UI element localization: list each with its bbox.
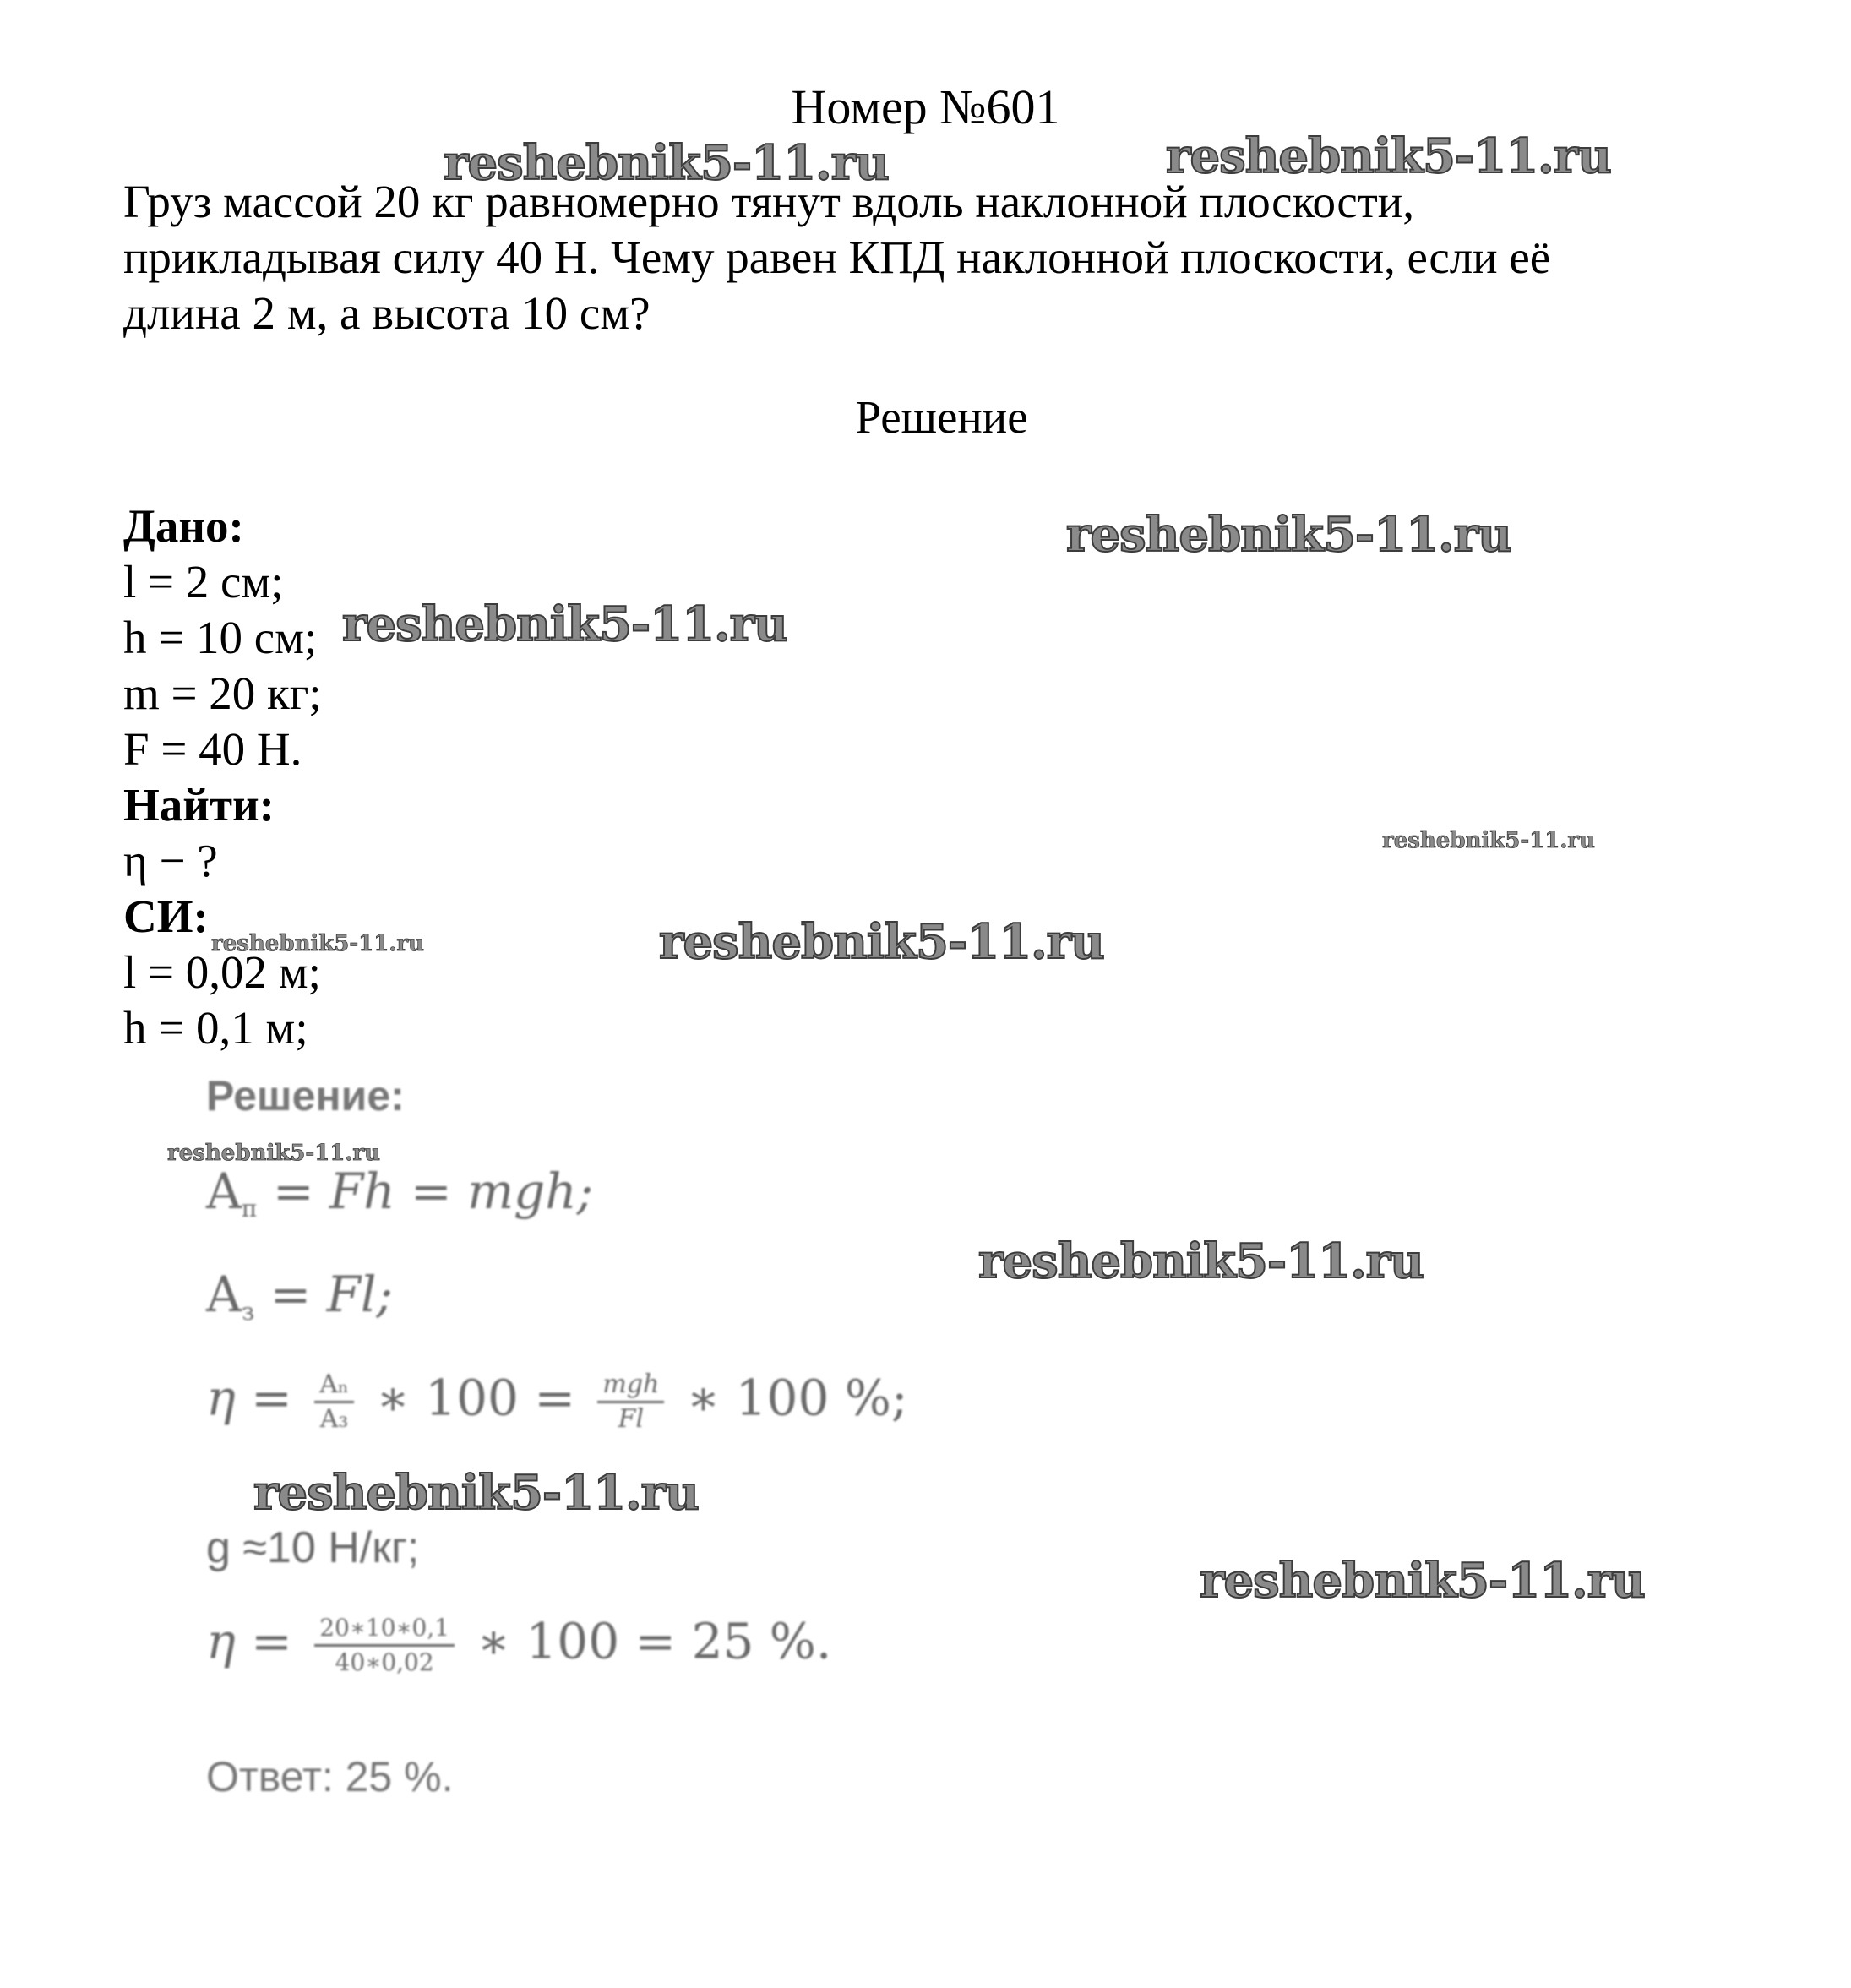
formula-body: = Fh = mgh; (257, 1163, 594, 1220)
formula-efficiency (206, 1369, 907, 1435)
watermark: reshebnik5-11.ru (211, 931, 425, 956)
answer-line: Ответ: 25 %. (206, 1753, 454, 1800)
find-heading: Найти: (123, 779, 275, 831)
formula-total-work (206, 1266, 393, 1326)
solution-heading: Решение (855, 391, 1028, 443)
watermark: reshebnik5-11.ru (444, 135, 889, 191)
formula-subscript: п (241, 1195, 258, 1223)
formula-rhs: ∗ 100 = 25 %. (476, 1612, 832, 1670)
fraction-work (314, 1369, 354, 1435)
page-title: Номер №601 (791, 79, 1060, 134)
fraction-denominator: Fl (618, 1404, 645, 1434)
problem-line: прикладывая силу 40 Н. Чему равен КПД наклонной плоскости, если её (123, 231, 1551, 283)
si-heading: СИ: (123, 891, 209, 942)
given-heading: Дано: (123, 500, 244, 552)
formula-lhs: η = (206, 1612, 292, 1670)
problem-statement (123, 174, 1745, 341)
watermark: reshebnik5-11.ru (1066, 507, 1511, 563)
formula-symbol: A (206, 1163, 242, 1220)
watermark: reshebnik5-11.ru (659, 914, 1104, 970)
watermark: reshebnik5-11.ru (167, 1141, 381, 1166)
si-item: l = 0,02 м; (123, 946, 321, 998)
solution-title: Решение: (206, 1072, 405, 1119)
watermark: reshebnik5-11.ru (1382, 828, 1596, 853)
fraction-numerator: mgh (597, 1369, 664, 1403)
problem-line: Груз массой 20 кг равномерно тянут вдоль наклонной плоскости, (123, 176, 1414, 227)
watermark: reshebnik5-11.ru (253, 1465, 699, 1521)
fraction-quantities (597, 1369, 664, 1435)
given-item: l = 2 см; (123, 556, 284, 607)
fraction-numerator: 20∗10∗0,1 (314, 1612, 455, 1647)
formula-calculation (206, 1612, 831, 1679)
problem-line: длина 2 м, а высота 10 см? (123, 287, 651, 339)
formula-symbol: A (206, 1266, 242, 1323)
find-item: η − ? (123, 835, 218, 886)
formula-middle: ∗ 100 = (376, 1369, 575, 1427)
formula-useful-work (206, 1163, 593, 1223)
formula-body: = Fl; (254, 1266, 393, 1323)
solution-image (203, 1071, 963, 1815)
fraction-denominator: A₃ (319, 1404, 349, 1434)
fraction-denominator: 40∗0,02 (335, 1648, 434, 1676)
formula-rhs: ∗ 100 %; (686, 1369, 908, 1427)
watermark: reshebnik5-11.ru (342, 596, 787, 652)
formula-lhs: η = (206, 1369, 292, 1427)
fraction-calculation (314, 1612, 455, 1679)
si-item: h = 0,1 м; (123, 1002, 308, 1054)
given-block (123, 498, 322, 1056)
fraction-numerator: Aₙ (314, 1369, 354, 1403)
watermark: reshebnik5-11.ru (1200, 1553, 1645, 1609)
given-item: F = 40 Н. (123, 723, 302, 775)
watermark: reshebnik5-11.ru (978, 1234, 1424, 1289)
formula-subscript: з (241, 1298, 255, 1326)
given-item: h = 10 см; (123, 612, 318, 663)
formula-gravity: g ≈10 Н/кг; (206, 1523, 420, 1572)
given-item: m = 20 кг; (123, 667, 322, 719)
watermark: reshebnik5-11.ru (1166, 128, 1611, 184)
